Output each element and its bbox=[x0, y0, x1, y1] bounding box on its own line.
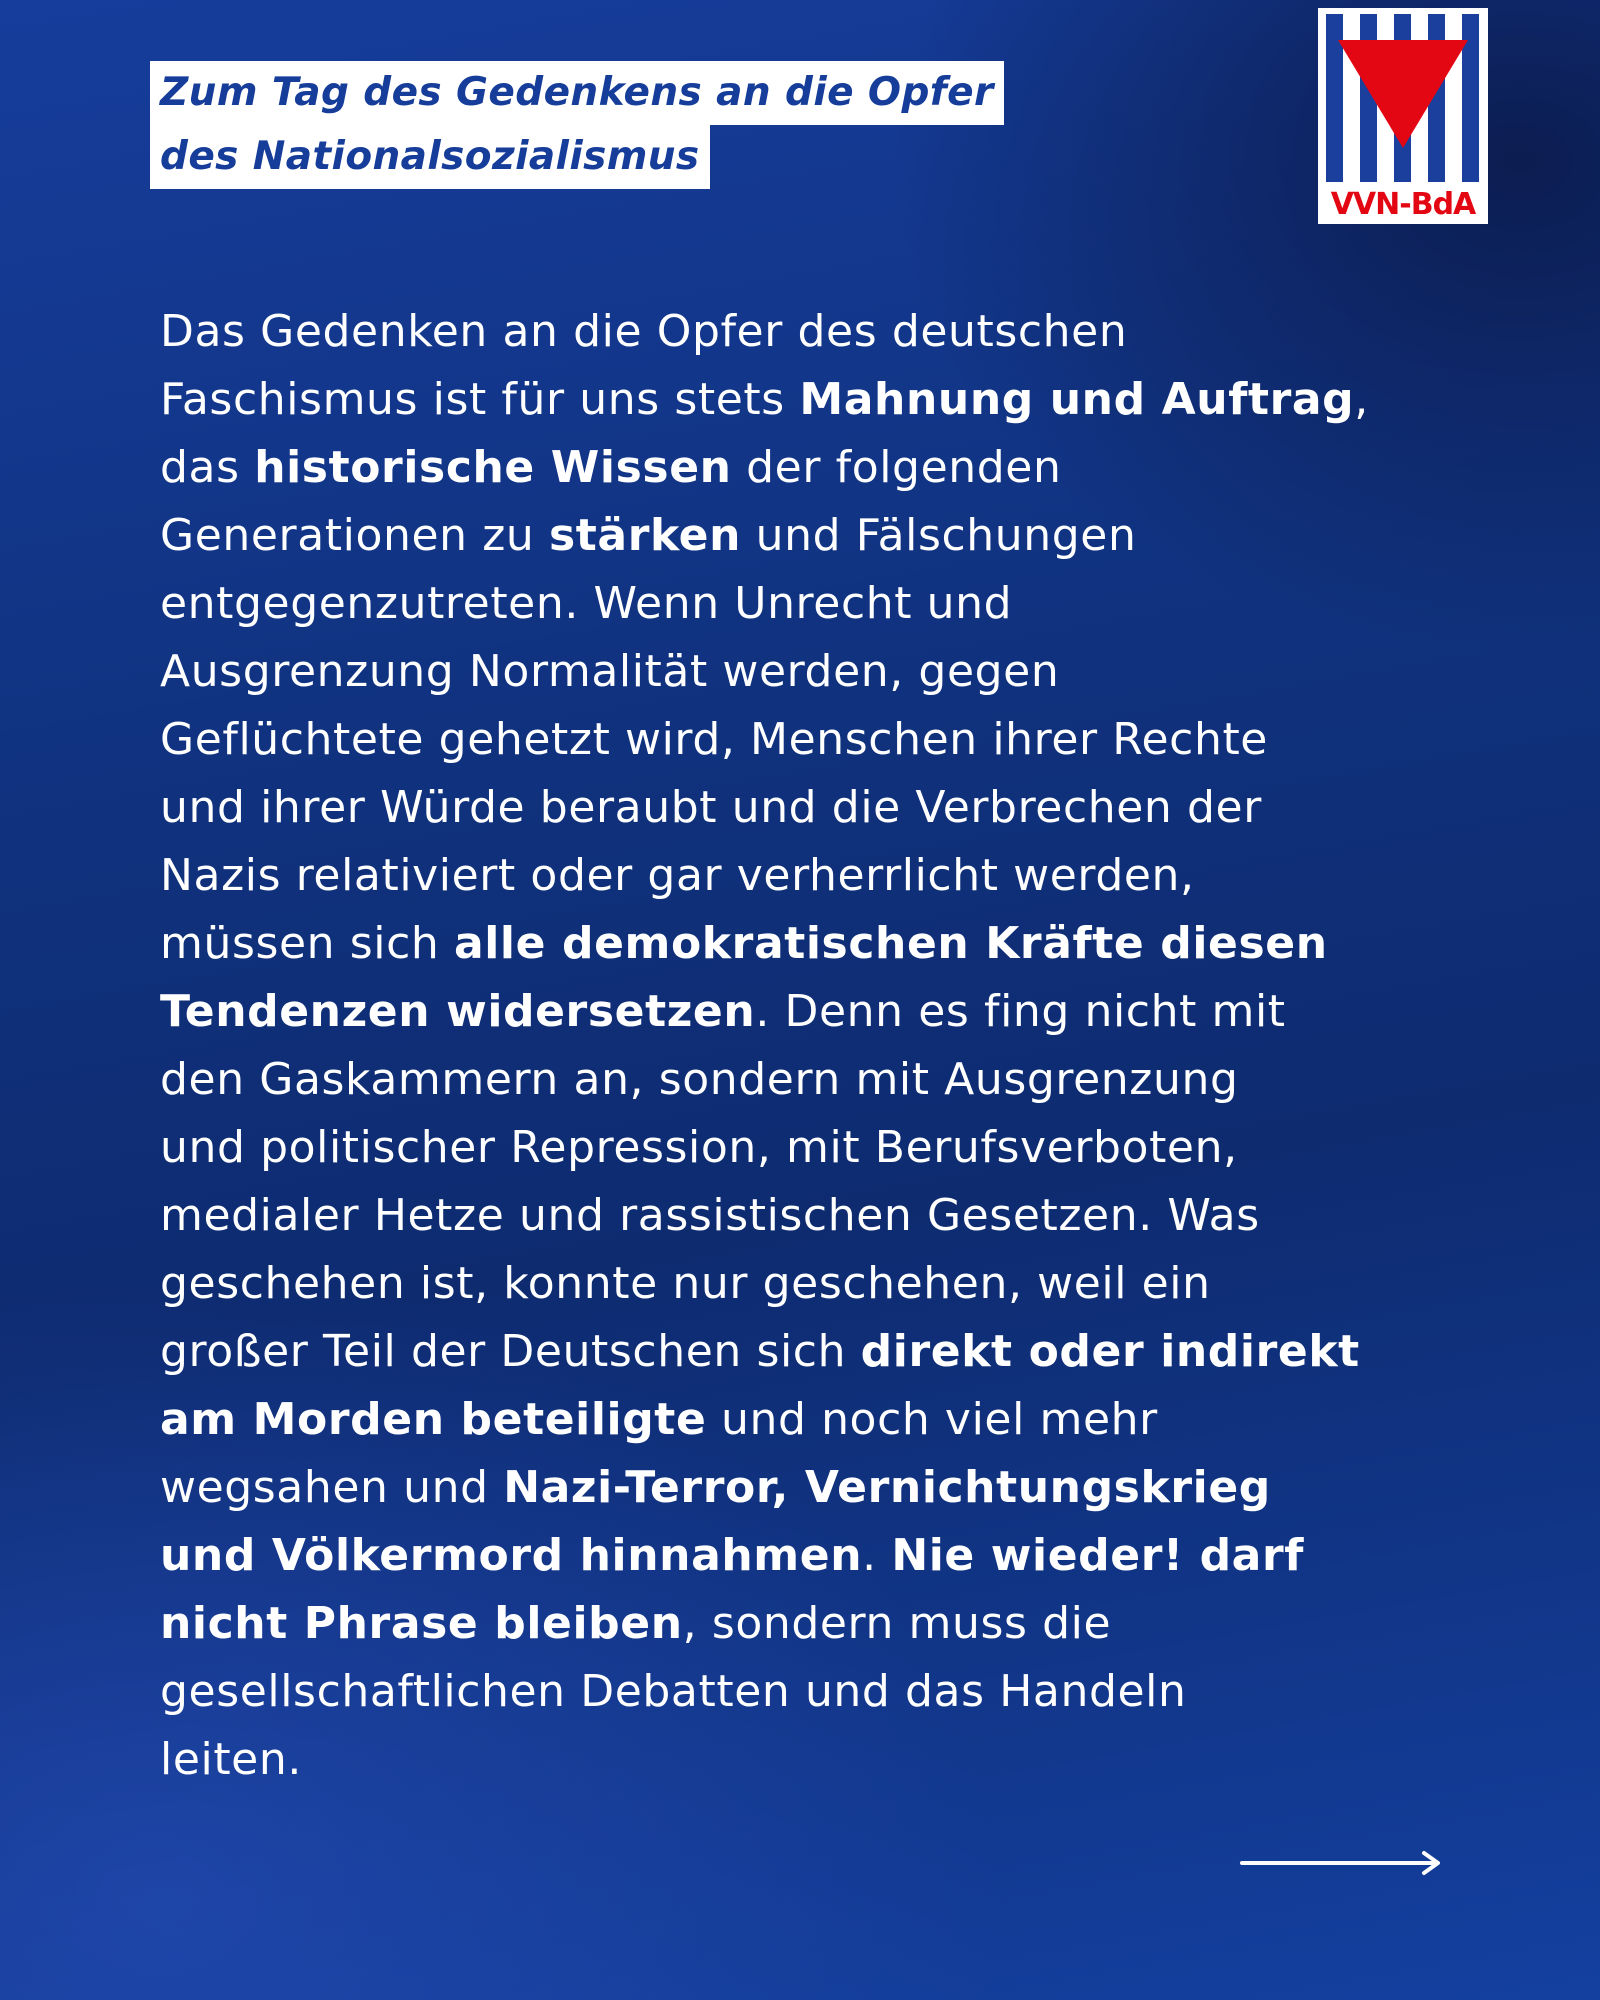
emphasis-text: historische Wissen bbox=[254, 442, 732, 493]
heading-line-1: Zum Tag des Gedenkens an die Opfer bbox=[150, 61, 1004, 125]
body-text-segment: und ihrer Würde beraubt und die Verbrechen der bbox=[160, 782, 1262, 833]
body-text-segment: der folgenden bbox=[731, 442, 1062, 493]
emphasis-text: Nazi-Terror, Vernichtungskrieg bbox=[503, 1462, 1271, 1513]
body-text-segment: Das Gedenken an die Opfer des deutschen bbox=[160, 306, 1128, 357]
body-line bbox=[160, 1658, 1470, 1726]
body-line bbox=[160, 1046, 1470, 1114]
body-text-segment: Nazis relativiert oder gar verherrlicht werden, bbox=[160, 850, 1195, 901]
body-text-segment: . Denn es fing nicht mit bbox=[755, 986, 1286, 1037]
body-text-segment: Generationen zu bbox=[160, 510, 549, 561]
emphasis-text: Nie wieder! darf bbox=[891, 1530, 1305, 1581]
arrow-right-icon bbox=[1240, 1848, 1445, 1878]
emphasis-text: am Morden beteiligte bbox=[160, 1394, 707, 1445]
body-text-segment: und Fälschungen bbox=[741, 510, 1137, 561]
body-line bbox=[160, 842, 1470, 910]
body-line bbox=[160, 978, 1470, 1046]
body-text-segment: und noch viel mehr bbox=[706, 1394, 1158, 1445]
body-line bbox=[160, 1114, 1470, 1182]
body-line bbox=[160, 910, 1470, 978]
vvn-bda-logo bbox=[1318, 8, 1488, 224]
emphasis-text: Mahnung und Auftrag bbox=[799, 374, 1355, 425]
body-text-segment: geschehen ist, konnte nur geschehen, weil ein bbox=[160, 1258, 1211, 1309]
emphasis-text: und Völkermord hinnahmen bbox=[160, 1530, 863, 1581]
red-triangle-striped-logo-icon bbox=[1318, 8, 1488, 224]
heading-line-2: des Nationalsozialismus bbox=[150, 125, 710, 189]
body-text-segment: und politischer Repression, mit Berufsverboten, bbox=[160, 1122, 1238, 1173]
body-line bbox=[160, 1522, 1470, 1590]
body-line bbox=[160, 570, 1470, 638]
body-paragraph bbox=[160, 298, 1470, 1794]
body-text-segment: medialer Hetze und rassistischen Gesetzen. Was bbox=[160, 1190, 1260, 1241]
emphasis-text: alle demokratischen Kräfte diesen bbox=[453, 918, 1328, 969]
body-line bbox=[160, 1318, 1470, 1386]
body-line bbox=[160, 774, 1470, 842]
body-line bbox=[160, 298, 1470, 366]
body-text-segment: , bbox=[1354, 374, 1369, 425]
body-text-segment: entgegenzutreten. Wenn Unrecht und bbox=[160, 578, 1013, 629]
emphasis-text: stärken bbox=[548, 510, 742, 561]
body-line bbox=[160, 366, 1470, 434]
body-line bbox=[160, 1182, 1470, 1250]
emphasis-text: direkt oder indirekt bbox=[860, 1326, 1360, 1377]
next-slide-arrow[interactable] bbox=[1240, 1848, 1445, 1878]
body-line bbox=[160, 1590, 1470, 1658]
body-text-segment: großer Teil der Deutschen sich bbox=[160, 1326, 861, 1377]
body-text-segment: , sondern muss die bbox=[682, 1598, 1112, 1649]
body-text-segment: . bbox=[862, 1530, 892, 1581]
body-text-segment: müssen sich bbox=[160, 918, 454, 969]
body-line bbox=[160, 1454, 1470, 1522]
body-text-segment: Ausgrenzung Normalität werden, gegen bbox=[160, 646, 1060, 697]
body-text-segment: leiten. bbox=[160, 1734, 302, 1785]
body-text-segment: den Gaskammern an, sondern mit Ausgrenzung bbox=[160, 1054, 1239, 1105]
body-line bbox=[160, 1726, 1470, 1794]
body-line bbox=[160, 434, 1470, 502]
body-line bbox=[160, 638, 1470, 706]
body-line bbox=[160, 706, 1470, 774]
body-text-segment: Faschismus ist für uns stets bbox=[160, 374, 800, 425]
emphasis-text: nicht Phrase bleiben bbox=[160, 1598, 683, 1649]
body-text-segment: das bbox=[160, 442, 255, 493]
body-text-segment: Geflüchtete gehetzt wird, Menschen ihrer Rechte bbox=[160, 714, 1268, 765]
post-heading bbox=[150, 61, 1004, 189]
body-text-segment: gesellschaftlichen Debatten und das Handeln bbox=[160, 1666, 1187, 1717]
emphasis-text: Tendenzen widersetzen bbox=[160, 986, 756, 1037]
logo-text: VVN-BdA bbox=[1330, 187, 1476, 222]
body-line bbox=[160, 502, 1470, 570]
body-text-segment: wegsahen und bbox=[160, 1462, 504, 1513]
body-line bbox=[160, 1250, 1470, 1318]
body-line bbox=[160, 1386, 1470, 1454]
